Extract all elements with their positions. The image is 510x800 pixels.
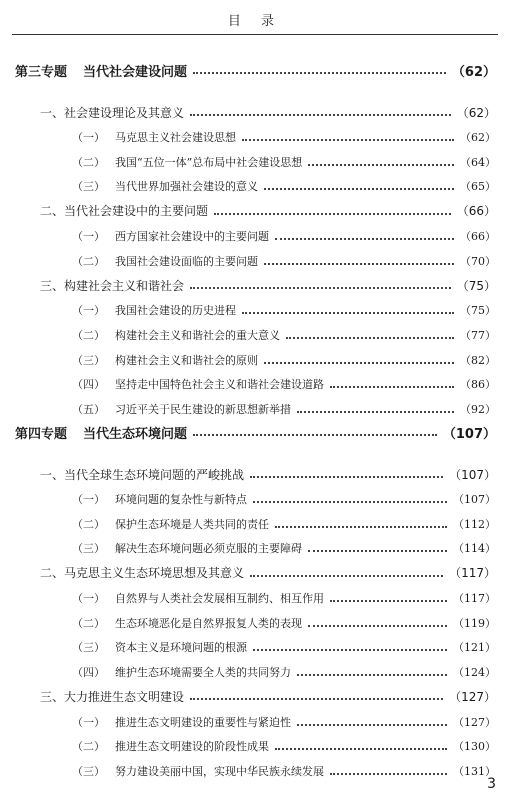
toc-item-title bbox=[72, 129, 236, 145]
toc-page-ref: （107） bbox=[442, 426, 496, 442]
toc-item-name: 解决生态环境问题必须克服的主要障碍 bbox=[115, 542, 302, 556]
toc-item-number: （一） bbox=[72, 592, 105, 605]
dot-leader bbox=[286, 337, 454, 339]
toc-item-entry bbox=[0, 226, 510, 246]
dot-leader bbox=[190, 698, 443, 700]
toc-page-ref: （70） bbox=[460, 254, 496, 268]
toc-item-entry bbox=[0, 712, 510, 732]
toc-item-name: 习近平关于民生建设的新思想新举措 bbox=[115, 402, 291, 416]
toc-item-title bbox=[72, 154, 302, 170]
page-header-title: 目 录 bbox=[227, 14, 283, 29]
toc-section-entry bbox=[0, 60, 510, 80]
toc-item-number: （三） bbox=[72, 641, 105, 655]
toc-page-ref: （124） bbox=[453, 665, 496, 679]
toc-section-name: 当代社会建设问题 bbox=[83, 64, 188, 80]
toc-part-entry bbox=[0, 464, 510, 484]
toc-item-name: 我国“五位一体”总布局中社会建设思想 bbox=[115, 155, 303, 169]
dot-leader bbox=[308, 625, 447, 627]
toc-item-name: 自然界与人类社会发展相互制约、相互作用 bbox=[115, 592, 324, 605]
toc-item-number: （一） bbox=[72, 493, 105, 507]
toc-item-title bbox=[72, 401, 291, 417]
toc-item-entry bbox=[0, 613, 510, 633]
toc-item-name: 推进生态文明建设的阶段性成果 bbox=[115, 740, 269, 754]
toc-page-ref: （66） bbox=[460, 230, 496, 243]
toc-item-title bbox=[72, 327, 280, 343]
dot-leader bbox=[193, 434, 437, 436]
toc-section-title bbox=[15, 61, 187, 80]
toc-page-ref: （64） bbox=[460, 155, 496, 169]
toc-item-number: （二） bbox=[72, 155, 105, 169]
toc-item-name: 资本主义是环境问题的根源 bbox=[115, 641, 247, 655]
dot-leader bbox=[193, 72, 446, 74]
dot-leader bbox=[264, 362, 454, 364]
toc-item-entry bbox=[0, 736, 510, 756]
toc-item-number: （三） bbox=[72, 764, 105, 778]
toc-item-entry bbox=[0, 300, 510, 320]
toc-item-title bbox=[72, 615, 302, 631]
toc-item-entry bbox=[0, 514, 510, 534]
toc-item-entry bbox=[0, 662, 510, 682]
toc-item-title bbox=[72, 516, 269, 532]
toc-item-number: （一） bbox=[72, 304, 105, 318]
toc-item-number: （二） bbox=[72, 616, 105, 630]
toc-item-entry bbox=[0, 637, 510, 657]
toc-part-entry bbox=[0, 275, 510, 295]
toc-item-name: 我国社会建设的历史进程 bbox=[115, 304, 236, 318]
toc-item-number: （四） bbox=[72, 665, 105, 679]
toc-section-title bbox=[15, 423, 187, 442]
toc-page-ref: （62） bbox=[451, 64, 496, 80]
toc-item-title bbox=[72, 352, 258, 368]
toc-part-entry bbox=[0, 686, 510, 706]
toc-page-ref: （112） bbox=[453, 517, 496, 531]
toc-item-name: 构建社会主义和谐社会的原则 bbox=[115, 353, 258, 367]
toc-page-ref: （75） bbox=[456, 278, 496, 293]
toc-item-name: 环境问题的复杂性与新特点 bbox=[115, 493, 247, 507]
toc-page-ref: （127） bbox=[453, 715, 496, 729]
toc-page-ref: （114） bbox=[453, 542, 496, 556]
toc-item-number: （二） bbox=[72, 517, 105, 531]
dot-leader bbox=[214, 213, 451, 215]
toc-item-title bbox=[72, 253, 258, 269]
toc-item-entry bbox=[0, 489, 510, 509]
toc-page-ref: （92） bbox=[460, 402, 496, 416]
dot-leader bbox=[250, 575, 443, 577]
dot-leader bbox=[264, 263, 454, 265]
dot-leader bbox=[250, 476, 443, 478]
dot-leader bbox=[242, 312, 454, 314]
dot-leader bbox=[190, 287, 451, 289]
toc-part-entry bbox=[0, 102, 510, 122]
toc-page-ref: （62） bbox=[460, 131, 496, 145]
toc-item-name: 保护生态环境是人类共同的责任 bbox=[115, 517, 269, 531]
toc-item-title bbox=[72, 639, 247, 655]
toc-page-ref: （127） bbox=[449, 689, 496, 704]
toc-item-number: （二） bbox=[72, 254, 105, 268]
dot-leader bbox=[275, 526, 447, 528]
toc-item-title bbox=[72, 491, 247, 507]
toc-item-name: 马克思主义社会建设思想 bbox=[115, 131, 236, 145]
toc-page-ref: （119） bbox=[453, 616, 496, 630]
toc-item-title bbox=[72, 664, 291, 680]
toc-part-title: 三、大力推进生态文明建设 bbox=[40, 689, 185, 704]
toc-section-number: 第四专题 bbox=[15, 426, 68, 442]
toc-page-ref: （121） bbox=[453, 641, 496, 655]
dot-leader bbox=[330, 600, 447, 602]
toc-item-number: （五） bbox=[72, 402, 105, 416]
toc-item-entry bbox=[0, 325, 510, 345]
toc-page-ref: （65） bbox=[460, 180, 496, 194]
toc-item-number: （二） bbox=[72, 328, 105, 342]
toc-item-entry bbox=[0, 127, 510, 147]
toc-part-entry bbox=[0, 201, 510, 221]
toc-item-number: （四） bbox=[72, 378, 105, 392]
toc-item-name: 推进生态文明建设的重要性与紧迫性 bbox=[115, 715, 291, 729]
toc-page-ref: （75） bbox=[460, 304, 496, 318]
toc-item-name: 构建社会主义和谐社会的重大意义 bbox=[115, 328, 280, 342]
toc-page-ref: （62） bbox=[456, 105, 496, 120]
dot-leader bbox=[297, 674, 447, 676]
dot-leader bbox=[190, 114, 451, 116]
toc-item-number: （三） bbox=[72, 180, 105, 194]
toc-item-entry bbox=[0, 152, 510, 172]
toc-part-title: 三、构建社会主义和谐社会 bbox=[40, 278, 185, 293]
toc-section-entry bbox=[0, 422, 510, 442]
dot-leader bbox=[253, 649, 447, 651]
dot-leader bbox=[330, 386, 454, 388]
toc-item-number: （二） bbox=[72, 740, 105, 754]
toc-item-title bbox=[72, 590, 324, 606]
toc-item-title bbox=[72, 763, 324, 779]
toc-page-ref: （82） bbox=[460, 353, 496, 367]
toc-item-entry bbox=[0, 399, 510, 419]
header-rule bbox=[12, 34, 498, 35]
toc-item-entry bbox=[0, 538, 510, 558]
toc-item-title bbox=[72, 376, 324, 392]
toc-part-title: 一、当代全球生态环境问题的严峻挑战 bbox=[40, 467, 245, 482]
toc-item-title bbox=[72, 540, 302, 556]
dot-leader bbox=[253, 501, 447, 503]
toc-page-ref: （66） bbox=[456, 204, 496, 219]
dot-leader bbox=[330, 773, 447, 775]
toc-item-entry bbox=[0, 350, 510, 370]
toc-section-number: 第三专题 bbox=[15, 64, 68, 80]
toc-page-ref: （117） bbox=[449, 566, 496, 581]
toc-page-ref: （130） bbox=[453, 740, 496, 754]
toc-part-title: 二、当代社会建设中的主要问题 bbox=[40, 204, 209, 219]
toc-page-ref: （77） bbox=[460, 328, 496, 342]
toc-item-title bbox=[72, 714, 291, 730]
dot-leader bbox=[275, 238, 454, 240]
toc-item-name: 坚持走中国特色社会主义和谐社会建设道路 bbox=[115, 378, 324, 392]
page-number: 3 bbox=[487, 776, 496, 792]
toc-item-number: （一） bbox=[72, 715, 105, 729]
toc-item-entry bbox=[0, 761, 510, 781]
toc-part-title: 二、马克思主义生态环境思想及其意义 bbox=[40, 566, 245, 581]
dot-leader bbox=[308, 164, 454, 166]
toc-page-ref: （86） bbox=[460, 378, 496, 392]
toc-item-number: （三） bbox=[72, 353, 105, 367]
toc-page-ref: （131） bbox=[453, 764, 496, 778]
toc-item-entry bbox=[0, 251, 510, 271]
toc-item-title bbox=[72, 178, 258, 194]
toc-page-ref: （117） bbox=[453, 592, 496, 605]
toc-item-entry bbox=[0, 176, 510, 196]
toc-section-name: 当代生态环境问题 bbox=[83, 426, 188, 442]
toc-item-name: 当代世界加强社会建设的意义 bbox=[115, 180, 258, 194]
toc-item-title bbox=[72, 228, 269, 244]
toc-item-number: （三） bbox=[72, 542, 105, 556]
toc-item-name: 我国社会建设面临的主要问题 bbox=[115, 254, 258, 268]
dot-leader bbox=[297, 724, 447, 726]
toc-item-entry bbox=[0, 374, 510, 394]
toc-part-entry bbox=[0, 563, 510, 583]
dot-leader bbox=[242, 139, 454, 141]
dot-leader bbox=[297, 411, 454, 413]
toc-page-ref: （107） bbox=[453, 493, 496, 507]
toc-item-number: （一） bbox=[72, 131, 105, 145]
toc-item-number: （一） bbox=[72, 230, 105, 243]
toc-part-title: 一、社会建设理论及其意义 bbox=[40, 105, 185, 120]
dot-leader bbox=[275, 748, 447, 750]
toc-item-name: 生态环境恶化是自然界报复人类的表现 bbox=[115, 616, 302, 630]
dot-leader bbox=[308, 550, 447, 552]
toc-item-name: 维护生态环境需要全人类的共同努力 bbox=[115, 665, 291, 679]
toc-item-name: 西方国家社会建设中的主要问题 bbox=[115, 230, 269, 243]
toc-item-title bbox=[72, 738, 269, 754]
toc-page-ref: （107） bbox=[449, 467, 496, 482]
dot-leader bbox=[264, 188, 454, 190]
toc-item-entry bbox=[0, 588, 510, 608]
toc-item-title bbox=[72, 302, 236, 318]
toc-item-name: 努力建设美丽中国，实现中华民族永续发展 bbox=[115, 764, 324, 778]
